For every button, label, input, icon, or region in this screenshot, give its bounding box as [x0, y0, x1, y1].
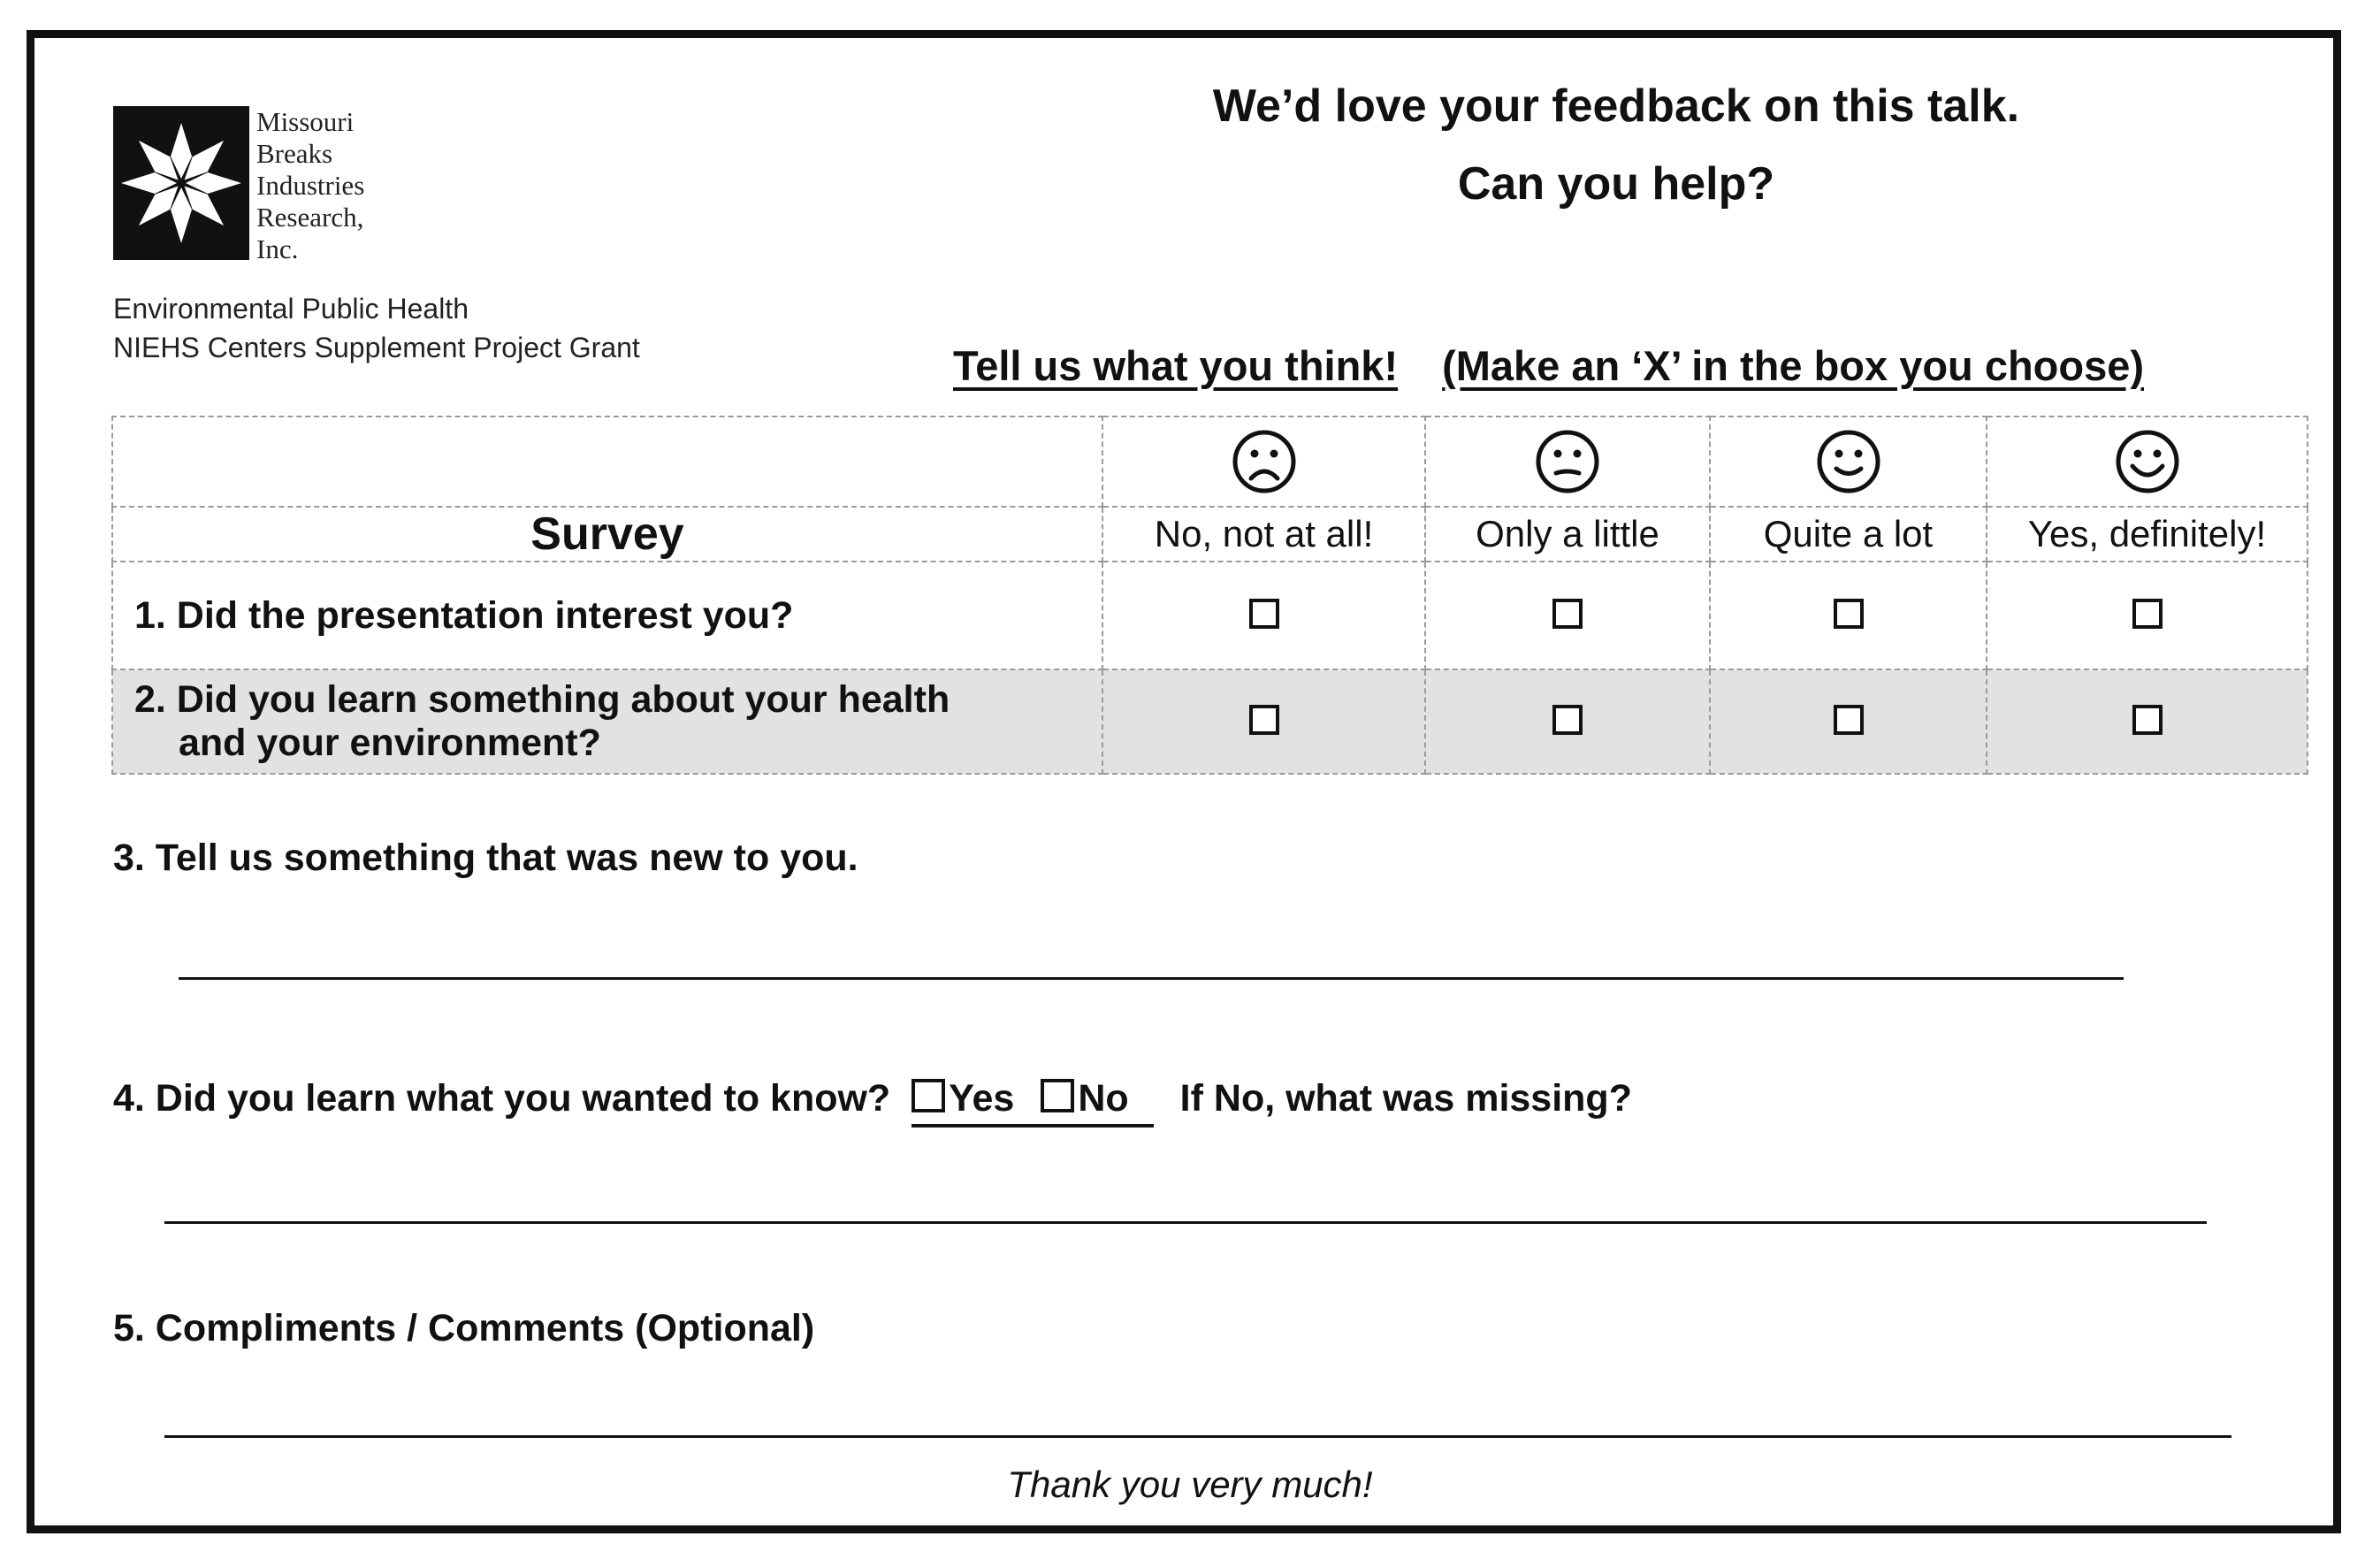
- instructions-part1: Tell us what you think!: [953, 342, 1399, 389]
- slight-smile-face-icon: [1816, 429, 1881, 494]
- instructions-part2: (Make an ‘X’ in the box you choose): [1442, 342, 2145, 389]
- logo-line: Breaks: [256, 138, 333, 169]
- logo-text: [256, 106, 416, 265]
- question-line: 1. Did the presentation interest you?: [134, 593, 794, 637]
- question-row-2: [112, 669, 2308, 774]
- q1-checkbox-quite-a-lot[interactable]: [1834, 599, 1864, 629]
- q2-checkbox-quite-a-lot[interactable]: [1834, 705, 1864, 735]
- logo-line: Research,: [256, 202, 364, 233]
- q1-checkbox-yes-definitely[interactable]: [2132, 599, 2163, 629]
- q1-checkbox-no-not-at-all[interactable]: [1249, 599, 1279, 629]
- yes-no-group: [912, 1077, 1153, 1127]
- question-4: [113, 1077, 1632, 1127]
- option-label: Quite a lot: [1710, 507, 1987, 562]
- instructions: [953, 341, 2144, 390]
- option-label: No, not at all!: [1102, 507, 1425, 562]
- smiling-face-icon: [2115, 429, 2180, 494]
- q2-checkbox-yes-definitely[interactable]: [2132, 705, 2163, 735]
- star-logo-icon: [113, 106, 249, 260]
- q2-checkbox-no-not-at-all[interactable]: [1249, 705, 1279, 735]
- question-4-text: 4. Did you learn what you wanted to know?: [113, 1077, 891, 1120]
- question-text-1: [112, 562, 1102, 669]
- empty-header-cell: [112, 417, 1102, 507]
- logo-line: Missouri: [256, 106, 355, 137]
- yes-checkbox[interactable]: [912, 1079, 945, 1112]
- thank-you-note: Thank you very much!: [1007, 1464, 1373, 1505]
- survey-table: [111, 416, 2308, 775]
- q1-checkbox-only-a-little[interactable]: [1552, 599, 1583, 629]
- q3-answer-line[interactable]: [179, 977, 2124, 980]
- no-label: No: [1078, 1077, 1129, 1120]
- page-title: We’d love your feedback on this talk.: [1212, 80, 2020, 132]
- face-row: [112, 417, 2308, 507]
- label-row: [112, 507, 2308, 562]
- logo-line: Industries: [256, 170, 365, 201]
- survey-heading: Survey: [112, 507, 1102, 562]
- q5-answer-line[interactable]: [164, 1435, 2231, 1438]
- q4-answer-line[interactable]: [164, 1221, 2207, 1224]
- question-text-2: [112, 669, 1102, 774]
- question-row-1: [112, 562, 2308, 669]
- logo-line: Inc.: [256, 233, 299, 264]
- frowning-face-icon: [1232, 429, 1297, 494]
- option-label: Only a little: [1425, 507, 1710, 562]
- no-checkbox[interactable]: [1041, 1079, 1074, 1112]
- program-name: [113, 289, 640, 367]
- option-label: Yes, definitely!: [1987, 507, 2308, 562]
- yes-label: Yes: [949, 1077, 1015, 1120]
- neutral-face-icon: [1535, 429, 1600, 494]
- followup-text: If No, what was missing?: [1179, 1077, 1632, 1120]
- q2-checkbox-only-a-little[interactable]: [1552, 705, 1583, 735]
- question-line: 2. Did you learn something about your health: [134, 678, 950, 721]
- question-line: and your environment?: [179, 722, 601, 764]
- program-line: Environmental Public Health: [113, 293, 469, 325]
- program-line: NIEHS Centers Supplement Project Grant: [113, 332, 640, 363]
- question-5: 5. Compliments / Comments (Optional): [113, 1307, 815, 1349]
- page-subtitle: Can you help?: [1457, 158, 1775, 210]
- question-3: 3. Tell us something that was new to you.: [113, 837, 858, 879]
